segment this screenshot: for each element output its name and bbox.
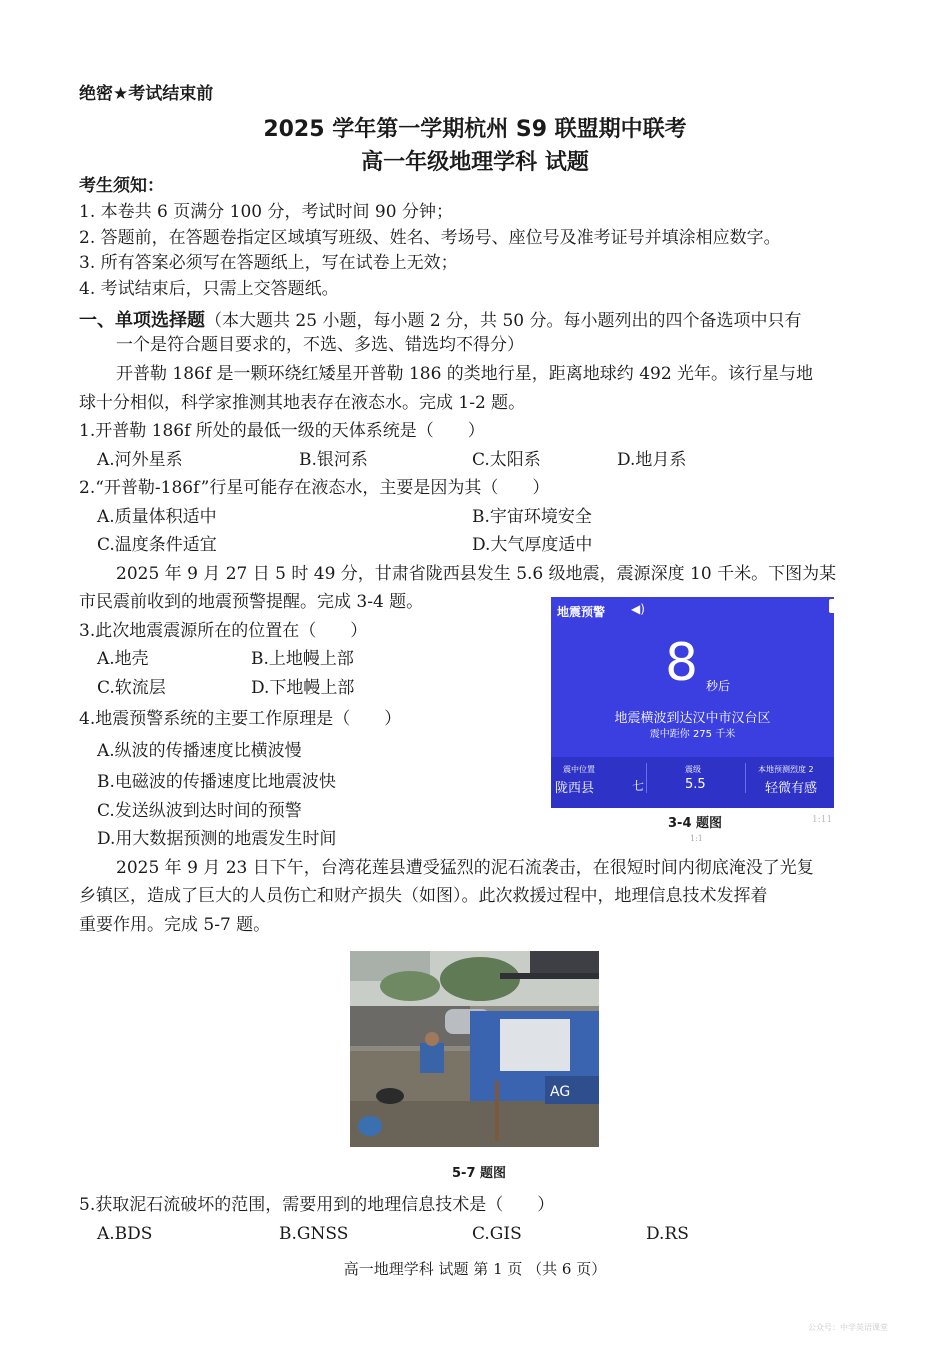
option: A.质量体积适中: [97, 507, 217, 527]
magnitude-label: 震级: [685, 765, 701, 774]
epicenter-cut-text: 七: [632, 779, 645, 793]
section-desc: （本大题共 25 小题，每小题 2 分，共 50 分。每小题列出的四个备选项中只有: [205, 311, 802, 331]
watermark: 公众号：中学英语课堂: [808, 1323, 888, 1332]
exam-title: 2025 学年第一学期杭州 S9 联盟期中联考: [263, 117, 687, 142]
intensity-label: 本地预测烈度 2: [758, 765, 814, 774]
option: D.地月系: [617, 450, 687, 470]
option: C.发送纵波到达时间的预警: [97, 801, 302, 821]
option: A.纵波的传播速度比横波慢: [97, 741, 302, 761]
countdown-unit: 秒后: [706, 679, 731, 693]
figure-caption: 3-4 题图: [668, 816, 723, 831]
passage-text: 球十分相似，科学家推测其地表存在液态水。完成 1-2 题。: [79, 393, 526, 413]
option: D.大气厚度适中: [472, 535, 593, 555]
option: A.河外星系: [97, 450, 183, 470]
speaker-icon: ◀): [631, 602, 645, 616]
option: A.地壳: [97, 649, 149, 669]
epicenter-label: 震中位置: [563, 765, 595, 774]
question-stem: 3.此次地震震源所在的位置在（ ）: [79, 621, 368, 641]
option: D.用大数据预测的地震发生时间: [97, 829, 337, 849]
option: C.GIS: [472, 1224, 522, 1244]
passage-text: 市民震前收到的地震预警提醒。完成 3-4 题。: [79, 592, 424, 612]
corner-mark: 1:11: [812, 815, 833, 825]
distance-text: 震中距你 275 千米: [649, 729, 736, 740]
option: B.上地幔上部: [251, 649, 354, 669]
section-heading-line: [79, 306, 802, 332]
notice-item: 4. 考试结束后，只需上交答题纸。: [79, 279, 339, 299]
epicenter-value: 陇西县: [555, 781, 595, 796]
option: C.温度条件适宜: [97, 535, 217, 555]
question-stem: 2.“开普勒-186f”行星可能存在液态水，主要是因为其（ ）: [79, 478, 550, 498]
divider: [745, 763, 746, 793]
divider: [646, 763, 647, 793]
question-stem: 1.开普勒 186f 所处的最低一级的天体系统是（ ）: [79, 421, 485, 441]
option: D.RS: [646, 1224, 689, 1244]
page-footer: 高一地理学科 试题 第 1 页 （共 6 页）: [343, 1260, 607, 1278]
corner-mark: 1:1: [690, 834, 703, 843]
earthquake-warning-card: [551, 597, 834, 808]
truck-lettering: AG: [550, 1084, 571, 1100]
question-stem: 5.获取泥石流破坏的范围，需要用到的地理信息技术是（ ）: [79, 1195, 555, 1215]
notice-item: 3. 所有答案必须写在答题纸上，写在试卷上无效；: [79, 253, 458, 273]
passage-text: 2025 年 9 月 27 日 5 时 49 分，甘肃省陇西县发生 5.6 级地震，震源深度 10 千米。下图为某: [116, 564, 837, 584]
section-heading: 一、单项选择题: [79, 310, 205, 331]
notice-heading: 考生须知：: [79, 176, 164, 196]
option: C.软流层: [97, 678, 166, 698]
section-desc-cont: 一个是符合题目要求的，不选、多选、错选均不得分）: [116, 335, 524, 355]
question-stem: 4.地震预警系统的主要工作原理是（ ）: [79, 709, 402, 729]
option: B.宇宙环境安全: [472, 507, 592, 527]
arrival-text: 地震横波到达汉中市汉台区: [614, 711, 771, 726]
close-icon: [829, 599, 834, 613]
passage-text: 乡镇区，造成了巨大的人员伤亡和财产损失（如图）。此次救援过程中，地理信息技术发挥着: [79, 886, 768, 906]
passage-text: 重要作用。完成 5-7 题。: [79, 915, 271, 935]
option: B.银河系: [299, 450, 368, 470]
secret-label: 绝密★考试结束前: [79, 84, 214, 104]
option: B.GNSS: [279, 1224, 349, 1244]
countdown-number: 8: [665, 633, 699, 693]
magnitude-value: 5.5: [685, 777, 706, 792]
option: D.下地幔上部: [251, 678, 355, 698]
option: B.电磁波的传播速度比地震波快: [97, 772, 336, 792]
intensity-value: 轻微有感: [765, 781, 818, 796]
passage-text: 2025 年 9 月 23 日下午，台湾花莲县遭受猛烈的泥石流袭击，在很短时间内彻底淹没了光复: [116, 858, 814, 878]
notice-item: 2. 答题前，在答题卷指定区域填写班级、姓名、考场号、座位号及准考证号并填涂相应数字。: [79, 228, 781, 248]
option: C.太阳系: [472, 450, 541, 470]
notice-item: 1. 本卷共 6 页满分 100 分，考试时间 90 分钟；: [79, 202, 453, 222]
warning-title: 地震预警: [557, 605, 606, 619]
option: A.BDS: [97, 1224, 153, 1244]
exam-subtitle: 高一年级地理学科 试题: [361, 150, 589, 175]
figure-caption: 5-7 题图: [452, 1166, 507, 1181]
passage-text: 开普勒 186f 是一颗环绕红矮星开普勒 186 的类地行星，距离地球约 492 光年。该行星与地: [116, 364, 814, 384]
mudslide-photo: [350, 951, 599, 1147]
